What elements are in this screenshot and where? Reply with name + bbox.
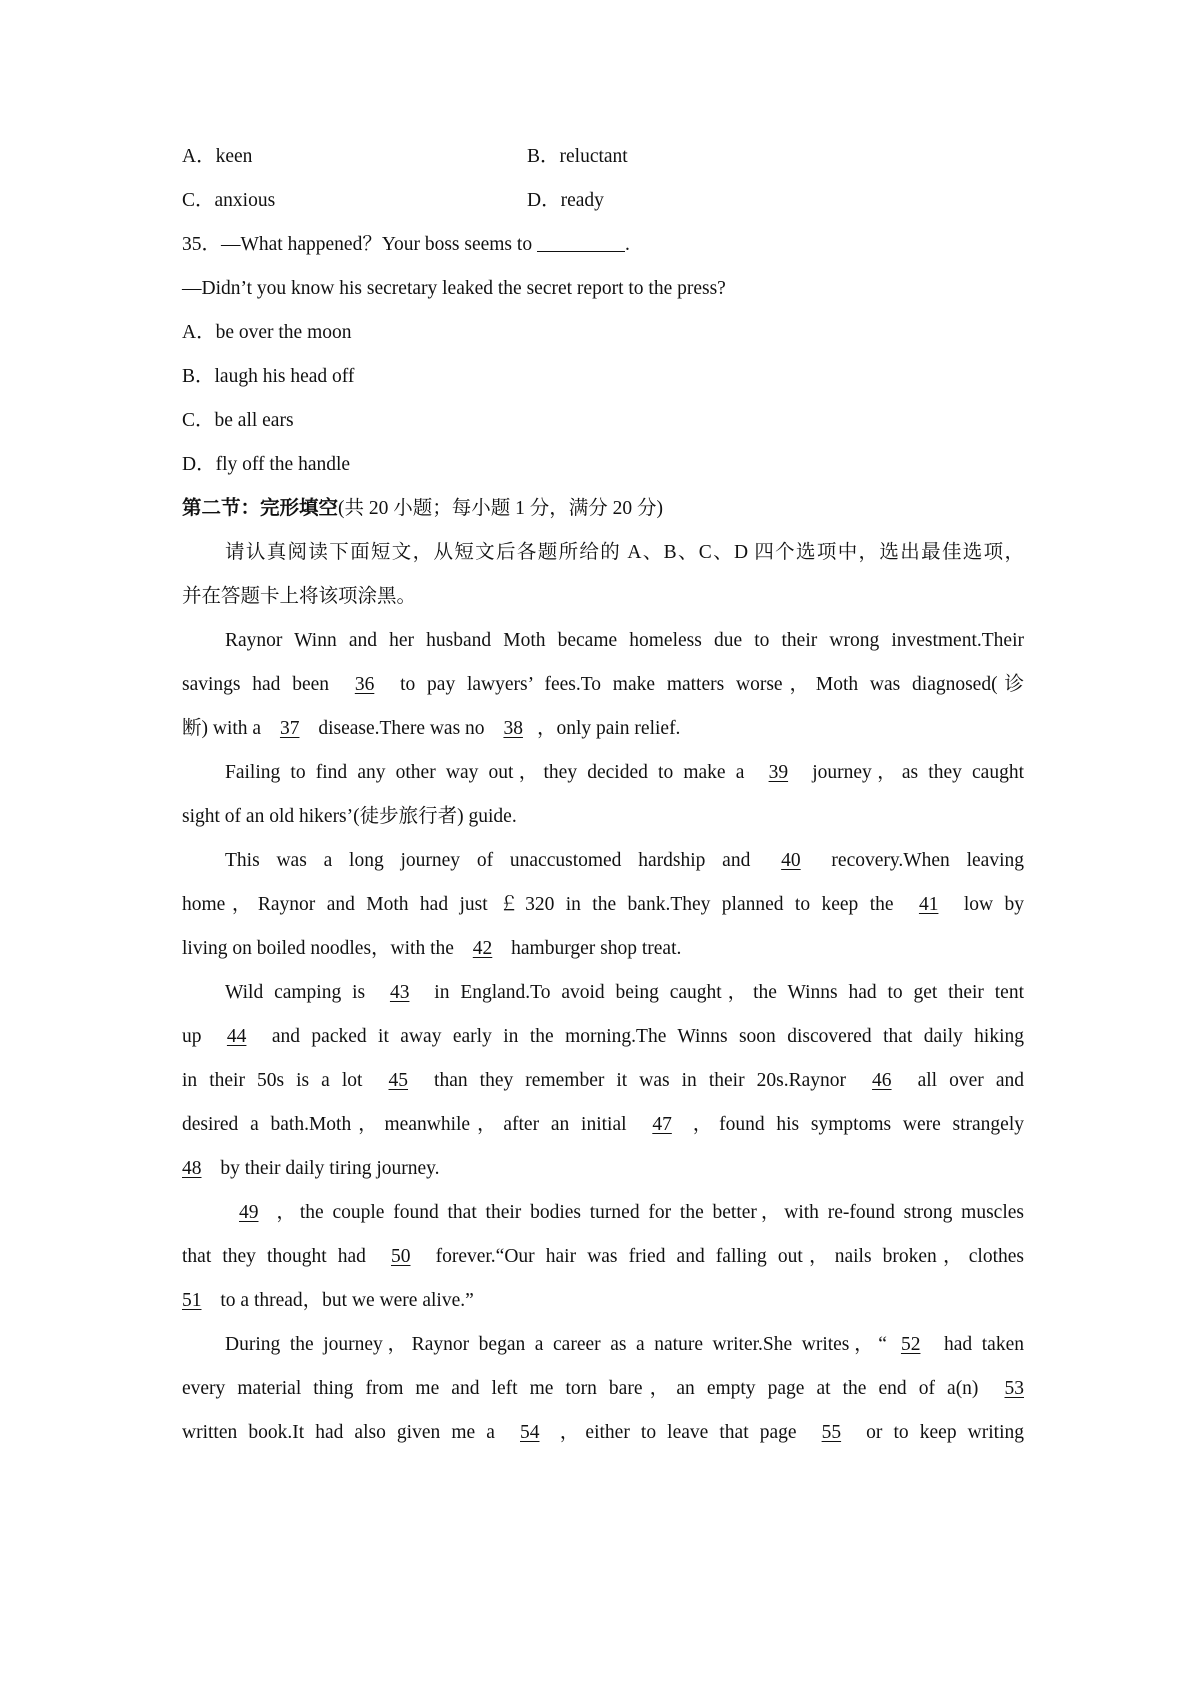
- text-run: ，either to leave that page: [553, 1422, 808, 1443]
- text-run: all over and: [905, 1070, 1024, 1091]
- blank-51[interactable]: 51: [182, 1290, 202, 1311]
- blank-54[interactable]: 54: [520, 1422, 540, 1443]
- text-run: to pay lawyers’ fees.To make matters worse，Moth was diagnosed(诊: [388, 674, 1024, 695]
- passage-line: [182, 1244, 1024, 1270]
- text-run: up: [182, 1026, 213, 1047]
- instruction-line-2: 并在答题卡上将该项涂黑。: [182, 586, 417, 607]
- text-run: hamburger shop treat.: [506, 938, 682, 959]
- text-run: than they remember it was in their 20s.Raynor: [422, 1070, 859, 1091]
- passage-line: [182, 672, 1024, 698]
- text-run: every material thing from me and left me torn bare，an empty page at the end of a(n): [182, 1378, 991, 1399]
- option-d: [527, 188, 604, 214]
- text-run: and packed it away early in the morning.The Winns soon discovered that daily hiking: [260, 1026, 1024, 1047]
- option-d-text: D．ready: [527, 190, 604, 211]
- passage-line: [182, 1156, 440, 1182]
- passage-line: [182, 1376, 1024, 1402]
- q35-option-a: A．be over the moon: [182, 322, 352, 343]
- text-run: low by: [952, 894, 1024, 915]
- text-run: disease.There was no: [313, 718, 490, 739]
- text-run: by their daily tiring journey.: [215, 1158, 440, 1179]
- text-run: or to keep writing: [855, 1422, 1024, 1443]
- q35-stem-suffix: .: [624, 234, 630, 255]
- text-run: recovery.When leaving: [814, 850, 1024, 871]
- passage-line: [225, 848, 1024, 874]
- text-run: living on boiled noodles，with the: [182, 938, 459, 959]
- text-run: Failing to find any other way out，they decided to make a: [225, 762, 755, 783]
- blank-55[interactable]: 55: [821, 1422, 842, 1443]
- blank-36[interactable]: 36: [354, 674, 375, 695]
- passage-line: [182, 892, 1024, 918]
- section-heading-title: 第二节：完形填空: [182, 498, 339, 519]
- option-a-text: A．keen: [182, 146, 253, 167]
- passage-line: [182, 716, 680, 742]
- q35-option-c: C．be all ears: [182, 410, 294, 431]
- passage-line: [182, 1112, 1024, 1138]
- blank-42[interactable]: 42: [472, 938, 493, 959]
- passage-line: [182, 1068, 1024, 1094]
- text-run: written book.It had also given me a: [182, 1422, 506, 1443]
- blank-50[interactable]: 50: [390, 1246, 411, 1267]
- q35-option-d: D．fly off the handle: [182, 454, 351, 475]
- section-heading-suffix: (共 20 小题；每小题 1 分，满分 20 分): [338, 498, 664, 519]
- passage-line: sight of an old hikers’(徒步旅行者) guide.: [182, 806, 517, 827]
- blank-46[interactable]: 46: [872, 1070, 892, 1091]
- text-run: in England.To avoid being caught，the Winns had to get their tent: [423, 982, 1024, 1003]
- text-run: desired a bath.Moth，meanwhile，after an initial: [182, 1114, 639, 1135]
- blank-53[interactable]: 53: [1004, 1378, 1024, 1399]
- blank-37[interactable]: 37: [279, 718, 300, 739]
- text-run: had taken: [934, 1334, 1024, 1355]
- text-run: savings had been: [182, 674, 341, 695]
- text-run: home，Raynor and Moth had just ￡320 in the bank.They planned to keep the: [182, 894, 905, 915]
- option-c: [182, 188, 275, 214]
- text-run: 断) with a: [182, 718, 266, 739]
- blank-45[interactable]: 45: [388, 1070, 409, 1091]
- passage-line: [225, 1200, 1024, 1226]
- q35-stem-prefix: 35．—What happened？Your boss seems to: [182, 234, 537, 255]
- text-run: ，found his symptoms were strangely: [685, 1114, 1025, 1135]
- q35-option-b: B．laugh his head off: [182, 366, 355, 387]
- instruction-line-1: 请认真阅读下面短文，从短文后各题所给的 A、B、C、D 四个选项中，选出最佳选项，: [225, 542, 1024, 563]
- blank-49[interactable]: 49: [239, 1202, 259, 1223]
- q35-blank: [537, 233, 625, 252]
- option-b: [527, 144, 628, 170]
- section-heading: [182, 496, 663, 522]
- passage-line: [225, 1332, 1024, 1358]
- passage-line: [225, 980, 1024, 1006]
- blank-48[interactable]: 48: [182, 1158, 202, 1179]
- text-run: ，the couple found that their bodies turned for the better，with re-found strong muscles: [272, 1202, 1024, 1223]
- blank-40[interactable]: 40: [781, 850, 801, 871]
- passage-line: [182, 1024, 1024, 1050]
- passage-line: [225, 760, 1024, 786]
- blank-39[interactable]: 39: [768, 762, 789, 783]
- blank-38[interactable]: 38: [503, 718, 523, 739]
- passage-line: [182, 936, 681, 962]
- text-run: journey，as they caught: [802, 762, 1024, 783]
- text-run: ，only pain relief.: [536, 718, 681, 739]
- blank-44[interactable]: 44: [226, 1026, 247, 1047]
- passage-line: Raynor Winn and her husband Moth became homeless due to their wrong investment.Their: [225, 630, 1024, 651]
- text-run: Wild camping is: [225, 982, 376, 1003]
- text-run: to a thread，but we were alive.”: [215, 1290, 474, 1311]
- option-a: [182, 144, 252, 170]
- option-c-text: C．anxious: [182, 190, 276, 211]
- question-35-reply: —Didn’t you know his secretary leaked the secret report to the press?: [182, 278, 726, 299]
- text-run: During the journey，Raynor began a career as a nature writer.She writes，“: [225, 1334, 887, 1355]
- text-run: This was a long journey of unaccustomed hardship and: [225, 850, 768, 871]
- text-run: in their 50s is a lot: [182, 1070, 375, 1091]
- passage-line: [182, 1288, 474, 1314]
- blank-47[interactable]: 47: [652, 1114, 672, 1135]
- passage-line: [182, 1420, 1024, 1446]
- blank-43[interactable]: 43: [389, 982, 410, 1003]
- blank-41[interactable]: 41: [918, 894, 939, 915]
- question-35-stem: [182, 232, 630, 258]
- blank-52[interactable]: 52: [900, 1334, 921, 1355]
- text-run: forever.“Our hair was fried and falling out，nails broken，clothes: [424, 1246, 1024, 1267]
- option-b-text: B．reluctant: [527, 146, 628, 167]
- text-run: that they thought had: [182, 1246, 377, 1267]
